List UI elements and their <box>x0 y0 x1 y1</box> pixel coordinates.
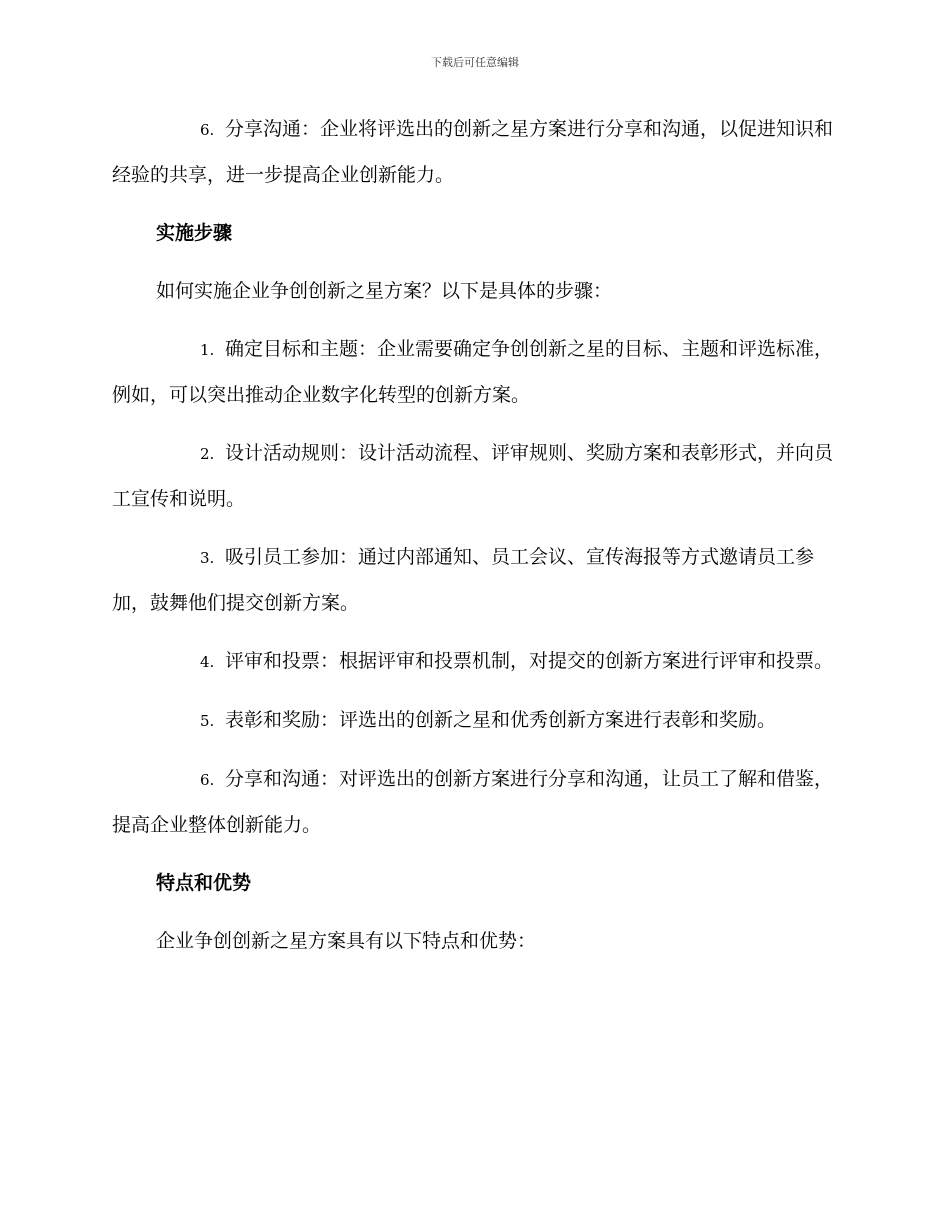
list-item <box>112 327 834 418</box>
list-item-number: 6. <box>200 121 215 139</box>
list-item-text: 设计活动规则：设计活动流程、评审规则、奖励方案和表彰形式，并向员工宣传和说明。 <box>112 442 834 510</box>
list-item <box>112 757 834 848</box>
list-item-number: 3. <box>200 549 215 567</box>
page-header: 下载后可任意编辑 <box>431 56 519 69</box>
list-item-number: 1. <box>200 341 215 359</box>
section-heading: 实施步骤 <box>156 222 233 244</box>
list-item-text: 评审和投票：根据评审和投票机制，对提交的创新方案进行评审和投票。 <box>225 650 834 672</box>
list-item-text: 分享和沟通：对评选出的创新方案进行分享和沟通，让员工了解和借鉴，提高企业整体创新能力。 <box>112 768 834 836</box>
list-item <box>112 639 834 685</box>
list-item <box>112 535 834 626</box>
list-item <box>112 107 834 198</box>
list-item-text: 分享沟通：企业将评选出的创新之星方案进行分享和沟通，以促进知识和经验的共享，进一步提高企业创新能力。 <box>112 118 834 186</box>
list-item-number: 5. <box>200 712 215 730</box>
list-item-number: 2. <box>200 445 215 463</box>
document-body <box>112 107 834 977</box>
list-item-number: 4. <box>200 653 215 671</box>
list-item <box>112 431 834 522</box>
list-item-text: 确定目标和主题：企业需要确定争创创新之星的目标、主题和评选标准，例如，可以突出推动企业数字化转型的创新方案。 <box>112 338 834 406</box>
list-item-text: 表彰和奖励：评选出的创新之星和优秀创新方案进行表彰和奖励。 <box>225 709 777 731</box>
list-item <box>112 698 834 744</box>
paragraph: 如何实施企业争创创新之星方案？以下是具体的步骤： <box>156 280 613 302</box>
list-item-number: 6. <box>200 771 215 789</box>
paragraph: 企业争创创新之星方案具有以下特点和优势： <box>156 930 537 952</box>
list-item-text: 吸引员工参加：通过内部通知、员工会议、宣传海报等方式邀请员工参加，鼓舞他们提交创新方案。 <box>112 546 815 614</box>
section-heading: 特点和优势 <box>156 872 252 894</box>
